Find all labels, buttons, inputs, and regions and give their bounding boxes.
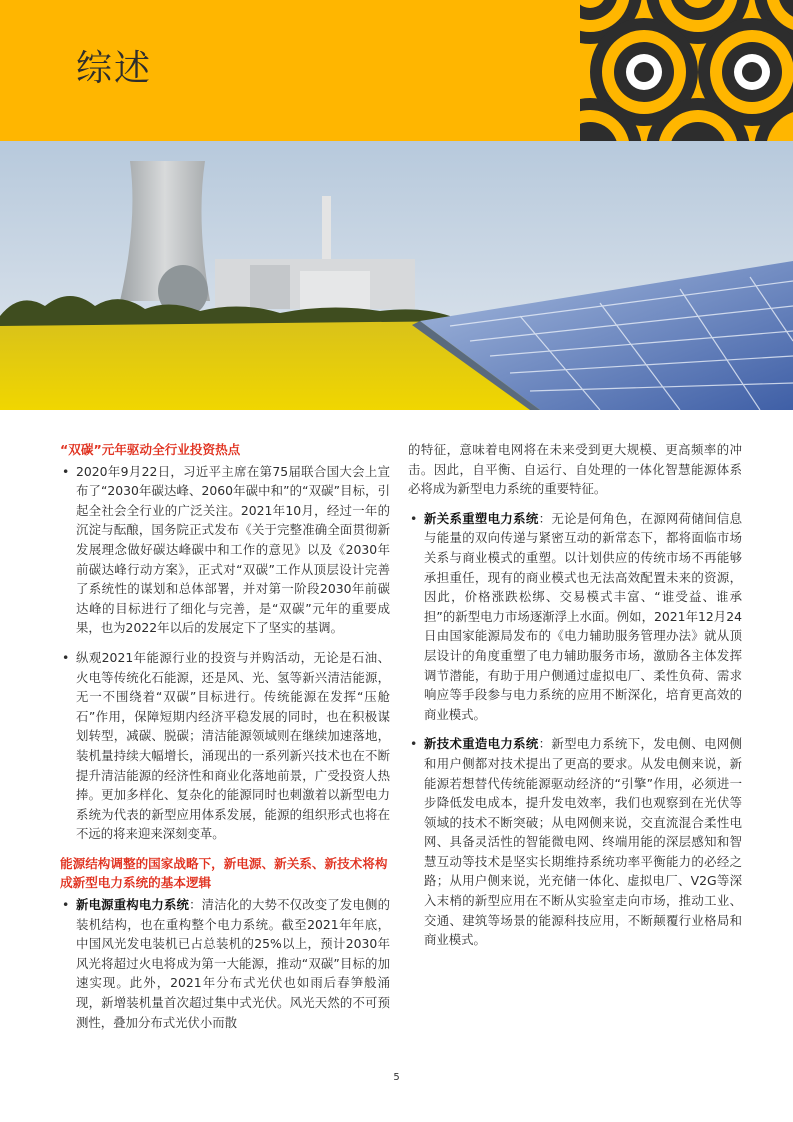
bullet-list	[60, 895, 390, 1032]
list-item	[60, 462, 390, 638]
bullet-icon: •	[62, 897, 70, 913]
list-item	[408, 509, 742, 725]
bullet-icon: •	[62, 463, 70, 479]
hero-image	[0, 141, 793, 410]
bullet-list	[408, 509, 742, 950]
right-column	[408, 440, 742, 960]
header-banner	[0, 0, 793, 141]
section-heading-new-power-system: 能源结构调整的国家战略下，新电源、新关系、新技术将构成新型电力系统的基本逻辑	[60, 855, 388, 891]
paragraph: 纵观2021年能源行业的投资与并购活动，无论是石油、火电等传统化石能源，还是风、光、氢等新兴清洁能源，无一不围绕着“双碳”目标进行。传统能源在发挥“压舱石”作用，保障短期内经济平稳发展的同时，也在积极谋划转型，减碳、脱碳；清洁能源领域则在继续加速落地，装机量持续大幅增长，涌现出的一系列新兴技术也在不断提升清洁能源的经济性和商业化落地前景，广受投资人热捧。更加多样化、复杂化的能源同时也刺激着以新型电力系统为代表的新型应用体系发展，能源的组织形式也将在不远的将来迎来深刻变革。	[76, 649, 390, 842]
paragraph: ：无论是何角色，在源网荷储间信息与能量的双向传递与紧密互动的新常态下，都将面临市场关系与商业模式的重塑。以计划供应的传统市场不再能够承担重任，现有的商业模式也无法高效配置未来的资源，因此，价格涨跌松绑、交易模式丰富、“谁受益、谁承担”的新型电力市场逐渐浮上水面。例如，2021年12月24日由国家能源局发布的《电力辅助服务管理办法》就从顶层设计的角度重塑了电力辅助服务市场，激励各主体发挥调节潜能，有助于用户侧通过虚拟电厂、柔性负荷、需求响应等手段参与电力系统的应用不断深化，培育更高效的商业模式。	[424, 510, 743, 722]
bullet-icon: •	[410, 736, 418, 752]
bullet-lead: 新关系重塑电力系统	[424, 510, 539, 526]
page-number: 5	[393, 1072, 400, 1083]
bullet-lead: 新电源重构电力系统	[76, 897, 190, 913]
page-title: 综述	[76, 48, 153, 89]
paragraph: ：新型电力系统下，发电侧、电网侧和用户侧都对技术提出了更高的要求。从发电侧来说，新能源若想替代传统能源驱动经济的“引擎”作用，必须进一步降低发电成本，提升发电效率，我们也观察到在光伏等领域的技术不断突破；从电网侧来说，交直流混合柔性电网、具备灵活性的智能微电网、终端用能的深层感知和智慧互动等技术是坚实长期维持系统功率平衡能力的必经之路；从用户侧来说，光充储一体化、虚拟电厂、V2G等深入末梢的新型应用在不断从实验室走向市场，推动工业、交通、建筑等场景的能源科技应用，不断颠覆行业格局和商业模式。	[424, 736, 743, 948]
bullet-lead: 新技术重造电力系统	[424, 736, 539, 752]
list-item	[60, 895, 390, 1032]
left-column	[60, 440, 390, 1042]
list-item	[408, 734, 742, 950]
bullet-icon: •	[410, 510, 418, 526]
bullet-list	[60, 462, 390, 844]
bullet-icon: •	[62, 649, 70, 665]
paragraph-continuation: 的特征，意味着电网将在未来受到更大规模、更高频率的冲击。因此，自平衡、自运行、自处理的一体化智慧能源体系必将成为新型电力系统的重要特征。	[408, 442, 742, 497]
paragraph: ：清洁化的大势不仅改变了发电侧的装机结构，也在重构整个电力系统。截至2021年年底，中国风光发电装机已占总装机的25%以上，预计2030年风光将超过火电将成为第一大能源，推动“双碳”目标的加速实现。此外，2021年分布式光伏也如雨后春笋般涌现，新增装机量首次超过集中式光伏。风光天然的不可预测性，叠加分布式光伏小而散	[76, 897, 391, 1030]
section-heading-dual-carbon: “双碳”元年驱动全行业投资热点	[60, 442, 241, 457]
circle-pattern-graphic	[580, 0, 793, 141]
power-plant-illustration	[0, 141, 793, 410]
paragraph: 2020年9月22日，习近平主席在第75届联合国大会上宣布了“2030年碳达峰、2060年碳中和”的“双碳”目标，引起全社会全行业的广泛关注。2021年10月，经过一年的沉淀与酝酿，国务院正式发布《关于完整准确全面贯彻新发展理念做好碳达峰碳中和工作的意见》以及《2030年前碳达峰行动方案》，正式对“双碳”工作从顶层设计完善了系统性的谋划和总体部署，并对第一阶段2030年前碳达峰的目标进行了细化与完善，是“双碳”元年的重要成果，也为2022年以后的发展定下了坚实的基调。	[76, 463, 390, 636]
list-item	[60, 648, 390, 844]
